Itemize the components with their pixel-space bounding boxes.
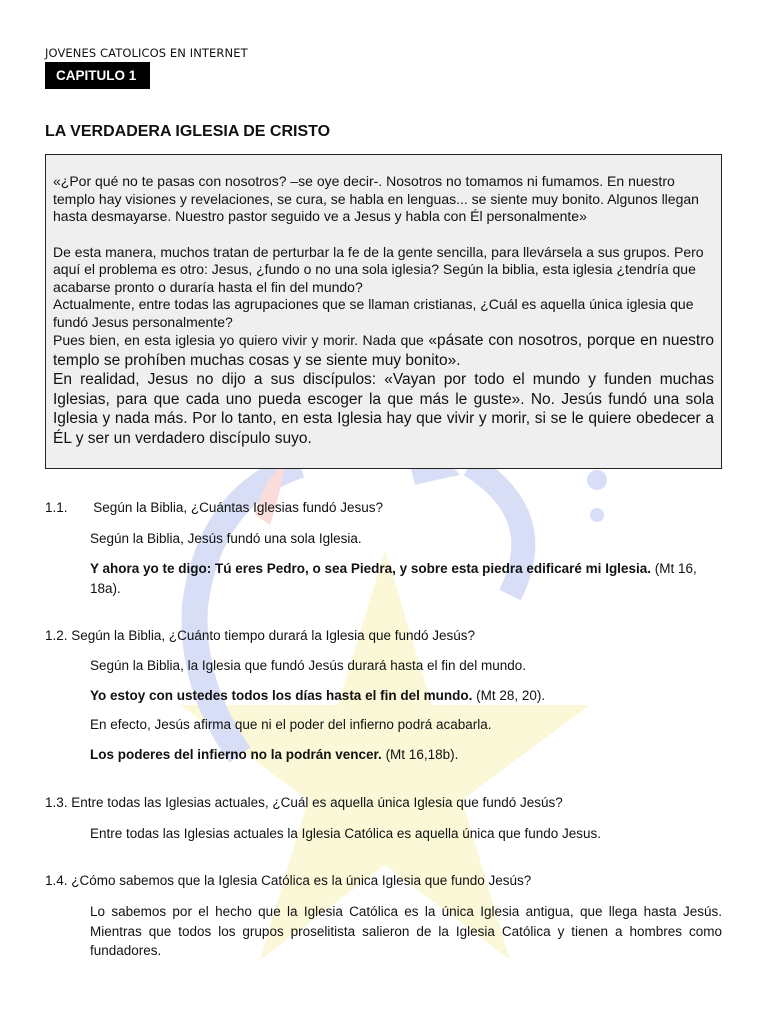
intro-quote: «¿Por qué no te pasas con nosotros? –se oye decir-. Nosotros no tomamos ni fumamos. En nuestro templo hay visiones y revelaciones, se cura, se habla en lenguas... se siente muy bonito. Algunos llegan hasta desmayarse. Nuestro pastor seguido ve a Jesus y habla con Él personalmente» xyxy=(53,173,699,224)
question-4: 1.4. ¿Cómo sabemos que la Iglesia Católica es la única Iglesia que fundo Jesús? xyxy=(45,873,532,888)
scripture-text: Y ahora yo te digo: Tú eres Pedro, o sea Piedra, y sobre esta piedra edificaré mi Iglesia. xyxy=(90,561,651,576)
answer-text: Lo sabemos por el hecho que la Iglesia Católica es la única Iglesia antigua, que llega hasta Jesús. Mientras que todos los grupos proselitista salieron de la Iglesia Católica y tienen a hombres como fundadores. xyxy=(90,904,722,958)
scripture-ref: (Mt 16,18b). xyxy=(381,747,459,762)
chapter-label: CAPITULO 1 xyxy=(45,62,150,89)
scripture-ref: (Mt 28, 20). xyxy=(472,688,546,703)
scripture-text: Yo estoy con ustedes todos los días hasta el fin del mundo. xyxy=(90,688,473,703)
intro-text: Pues bien, en esta iglesia yo quiero vivir y morir. Nada que xyxy=(53,332,429,348)
answer-text: Según la Biblia, Jesús fundó una sola Iglesia. xyxy=(90,531,362,546)
question-1 xyxy=(45,500,383,515)
question-number: 1.1. xyxy=(45,500,68,515)
organization-name: JOVENES CATOLICOS EN INTERNET xyxy=(45,46,248,60)
page-title: LA VERDADERA IGLESIA DE CRISTO xyxy=(45,123,331,140)
answer-text: En efecto, Jesús afirma que ni el poder del infierno podrá acabarla. xyxy=(90,717,492,732)
intro-paragraph: En realidad, Jesus no dijo a sus discípulos: «Vayan por todo el mundo y funden muchas Iglesias, para que cada uno pueda escoger la que más le guste». No. Jesús fundó una sola Iglesia y nada más. Por lo tanto, en esta Iglesia hay que vivir y morir, si se le quiere obedecer a ÉL y ser un verdadero discípulo suyo. xyxy=(53,371,714,447)
question-text: Según la Biblia, ¿Cuántas Iglesias fundó Jesus? xyxy=(93,500,383,515)
question-3: 1.3. Entre todas las Iglesias actuales, ¿Cuál es aquella única Iglesia que fundó Jesús? xyxy=(45,795,563,810)
answer-text: Entre todas las Iglesias actuales la Iglesia Católica es aquella única que fundo Jesus. xyxy=(90,826,602,841)
scripture-ref: (Mt 16, 18a). xyxy=(90,561,697,596)
watermark-dot xyxy=(587,470,607,490)
scripture-quote xyxy=(90,745,722,765)
scripture-quote xyxy=(90,686,722,706)
scripture-text: Los poderes del infierno no la podrán vencer. xyxy=(90,747,382,762)
intro-paragraph: De esta manera, muchos tratan de perturbar la fe de la gente sencilla, para llevársela a sus grupos. Pero aquí el problema es otro: Jesus, ¿fundo o no una sola iglesia? Según la biblia, esta iglesia ¿tendría que acabarse pronto o duraría hasta el fin del mundo? xyxy=(53,243,704,295)
answer-text: Según la Biblia, la Iglesia que fundó Jesús durará hasta el fin del mundo. xyxy=(90,658,527,673)
watermark-dot xyxy=(590,508,604,522)
question-2: 1.2. Según la Biblia, ¿Cuánto tiempo durará la Iglesia que fundó Jesús? xyxy=(45,628,476,643)
scripture-quote xyxy=(90,559,722,598)
intro-text-large: «pásate con nosotros, porque en nuestro templo se prohíben muchas cosas y se siente muy bonito». xyxy=(53,332,714,369)
intro-paragraph: Actualmente, entre todas las agrupaciones que se llaman cristianas, ¿Cuál es aquella única iglesia que fundó Jesus personalmente? xyxy=(53,296,694,330)
intro-paragraph xyxy=(53,331,714,370)
intro-box xyxy=(45,154,722,469)
